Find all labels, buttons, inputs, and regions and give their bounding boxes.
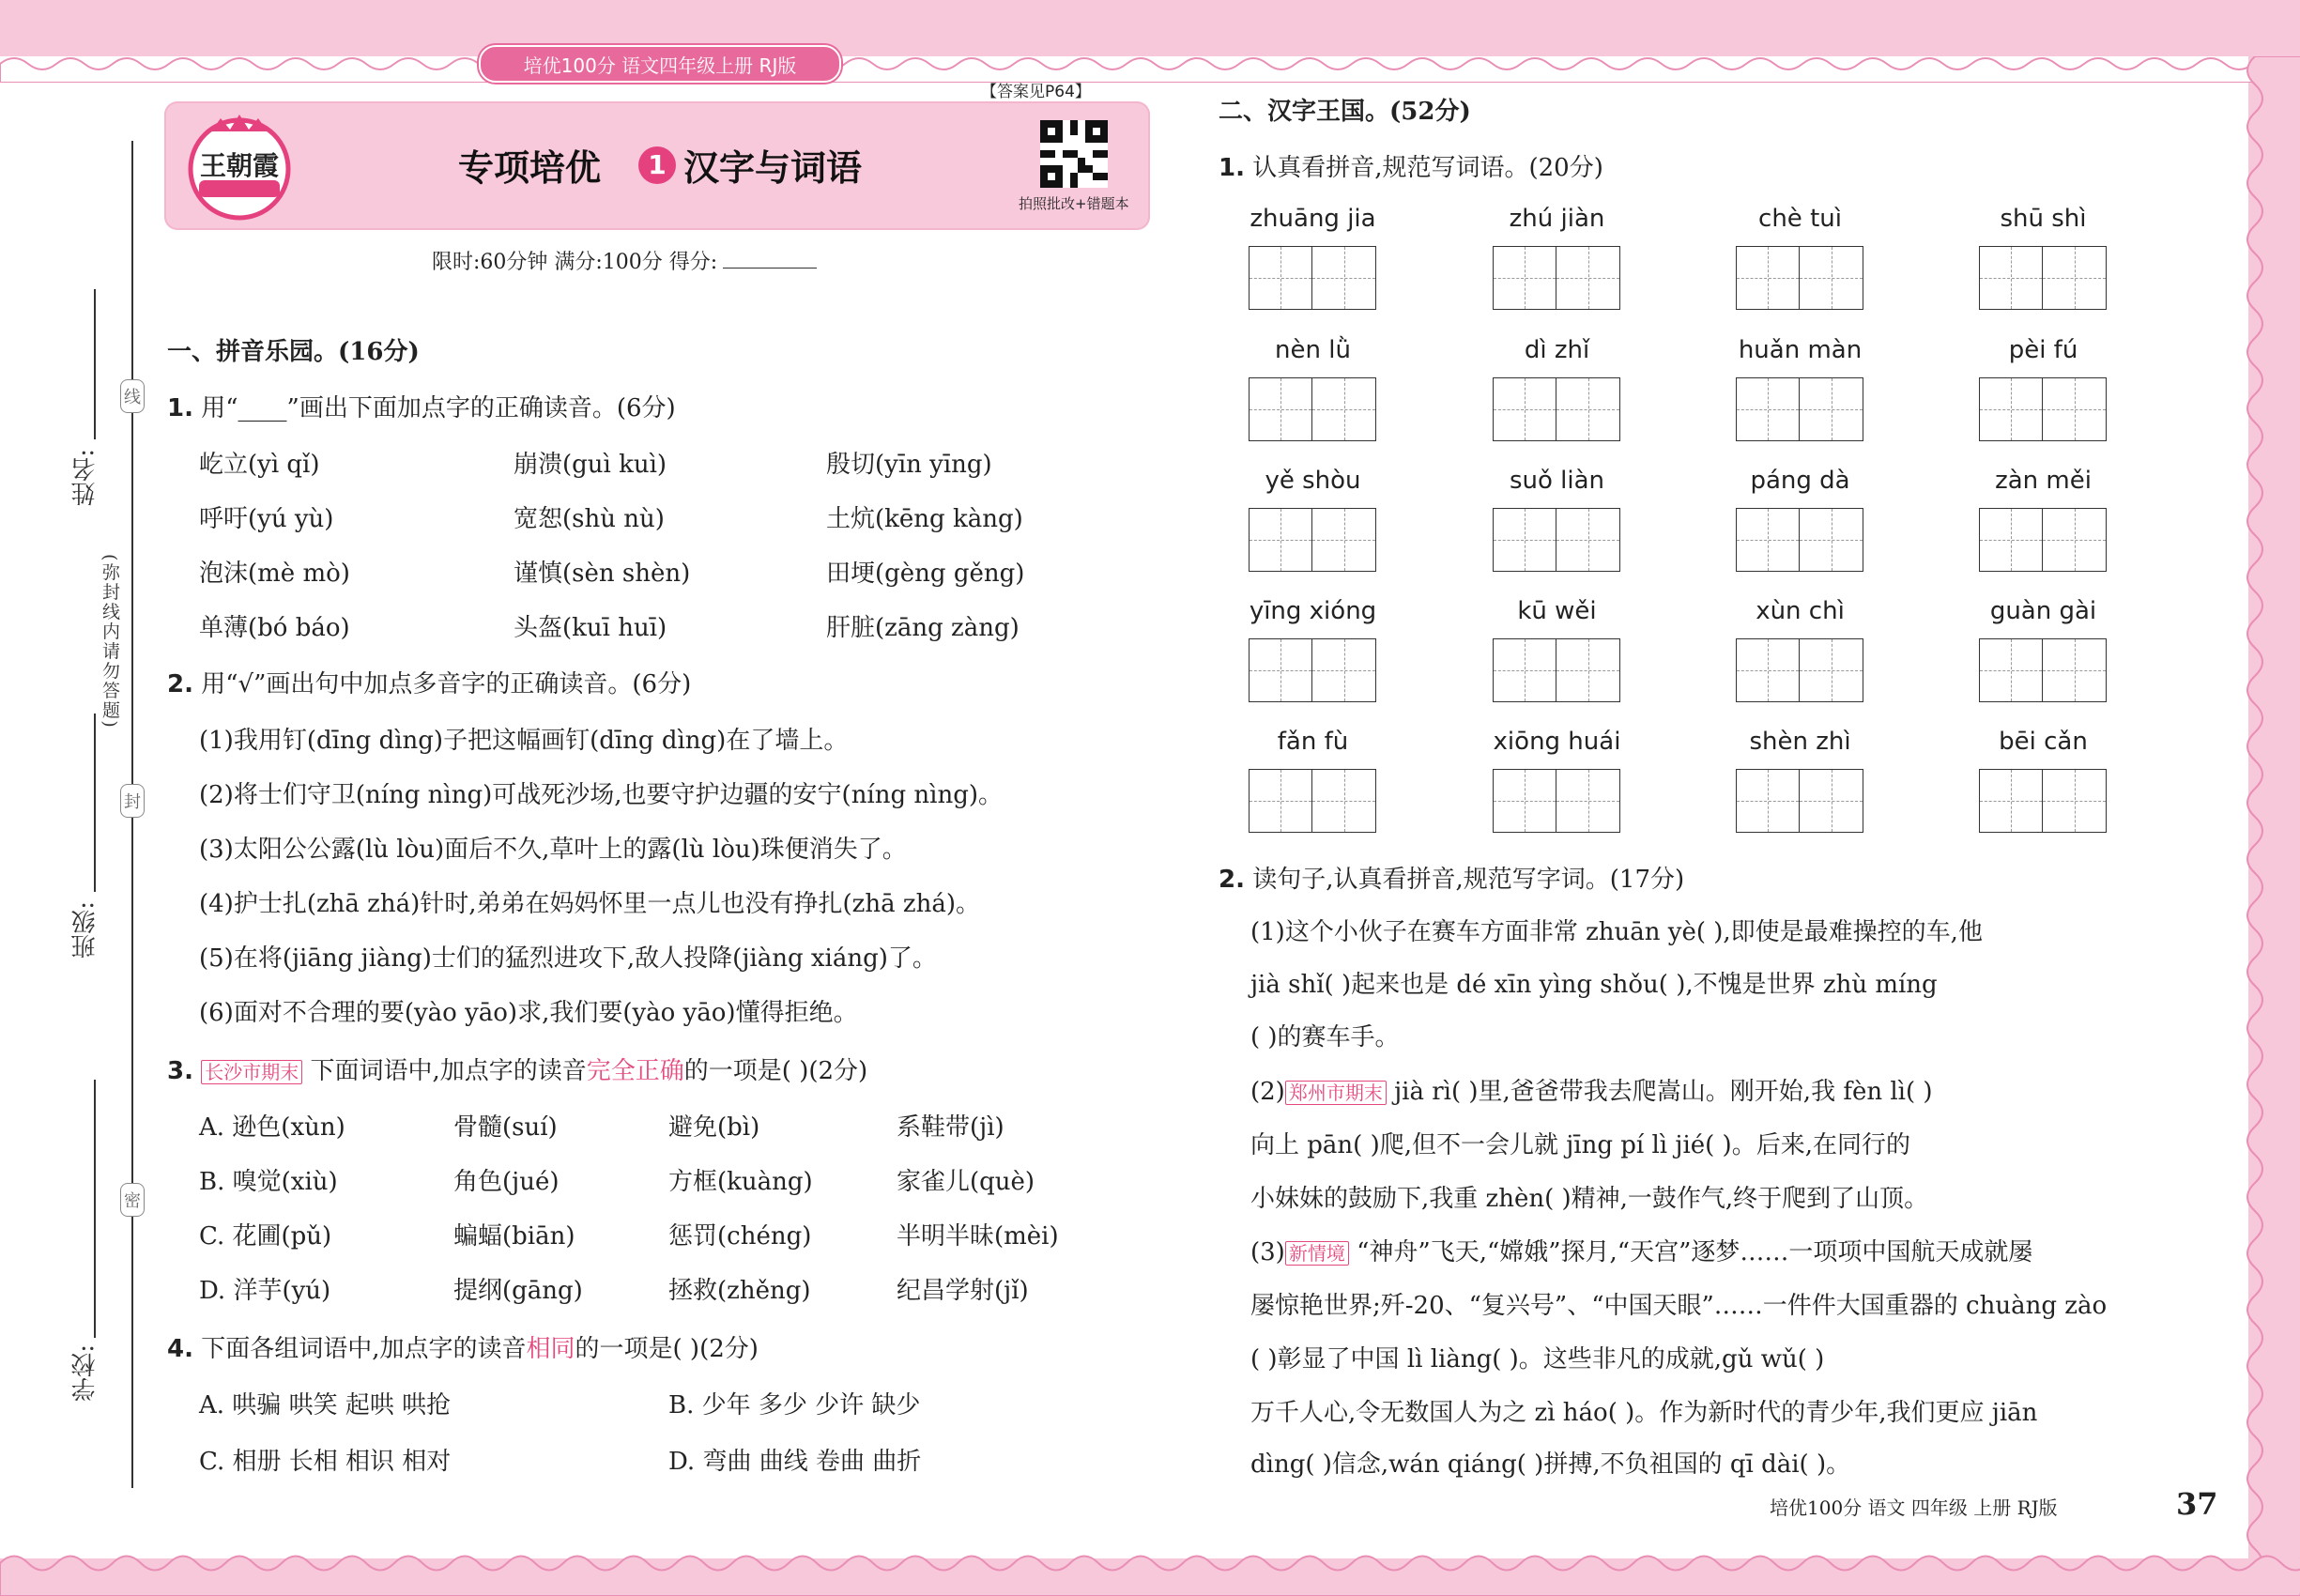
tianzige-cell[interactable] (1493, 377, 1556, 441)
tianzige-cell[interactable] (1249, 377, 1312, 441)
exam-limits (432, 246, 817, 275)
grid-pinyin: zhuāng jia (1250, 205, 1376, 233)
logo-text: 王朝霞 (199, 150, 280, 181)
score-field[interactable] (723, 268, 817, 269)
school-field[interactable] (94, 1080, 96, 1338)
s1-q3-text-pink: 完全正确 (586, 1057, 684, 1085)
s1q3-r0c3: 系鞋带(jì) (897, 1113, 1004, 1142)
s1q3-r3c2: 拯救(zhěng) (668, 1277, 811, 1305)
s1q3-r1c0[interactable]: B. 嗅觉(xiù) (199, 1168, 338, 1196)
tianzige-pair[interactable] (1736, 508, 1863, 572)
tianzige-pair[interactable] (1249, 246, 1376, 310)
s1-q4 (167, 1335, 759, 1363)
school-label: 学校: (71, 1344, 100, 1402)
tianzige-cell[interactable] (1556, 769, 1620, 833)
section-2-title: 二、汉字王国。(52分) (1219, 98, 1471, 126)
tianzige-cell[interactable] (2043, 377, 2107, 441)
tianzige-cell[interactable] (1979, 638, 2043, 702)
tianzige-cell[interactable] (1493, 246, 1556, 310)
grid-pinyin: zhú jiàn (1509, 205, 1605, 233)
s2-q2-num: 2. (1219, 866, 1245, 894)
s1q1-r3c1[interactable]: 头盔(kuī huī) (514, 614, 667, 642)
tianzige-cell[interactable] (1312, 246, 1376, 310)
title-prefix: 专项培优 (458, 147, 602, 189)
tianzige-pair[interactable] (1493, 769, 1620, 833)
s1q3-r2c3: 半明半昧(mèi) (897, 1222, 1059, 1251)
s1-q3-text-a: 下面词语中,加点字的读音 (310, 1057, 587, 1085)
s1q2-item-1[interactable]: (1)我用钉(dīng dìng)子把这幅画钉(dīng dìng)在了墙上。 (199, 727, 849, 755)
tianzige-cell[interactable] (1736, 638, 1800, 702)
s1-q3-tag: 长沙市期末 (201, 1060, 302, 1084)
tianzige-pair[interactable] (1249, 638, 1376, 702)
s1q2-item-2[interactable]: (2)将士们守卫(níng nìng)可战死沙场,也要守护边疆的安宁(níng nìng)。 (199, 781, 1003, 809)
tianzige-cell[interactable] (1736, 377, 1800, 441)
s1q3-r2c1: 蝙蝠(biān) (453, 1222, 575, 1251)
s1q4-option-c[interactable]: C. 相册 长相 相识 相对 (199, 1448, 452, 1476)
tianzige-cell[interactable] (1979, 377, 2043, 441)
tianzige-cell[interactable] (1249, 246, 1312, 310)
tianzige-cell[interactable] (1800, 508, 1863, 572)
s1-q1 (167, 394, 676, 422)
s2q2-p2-tag: 郑州市期末 (1285, 1081, 1387, 1105)
s1q1-r1c2[interactable]: 土炕(kēng kàng) (826, 505, 1023, 533)
s1-q4-text-a: 下面各组词语中,加点字的读音 (201, 1335, 527, 1363)
grid-pinyin: zàn měi (1995, 467, 2092, 495)
grid-pinyin: dì zhǐ (1524, 336, 1590, 364)
tianzige-cell[interactable] (1800, 377, 1863, 441)
grid-pinyin: yīng xióng (1249, 597, 1377, 625)
tianzige-cell[interactable] (1736, 246, 1800, 310)
s1q4-option-b[interactable]: B. 少年 多少 少许 缺少 (668, 1391, 921, 1420)
s1-q4-text-pink: 相同 (526, 1335, 575, 1363)
grid-pinyin: chè tuì (1758, 205, 1842, 233)
grid-pinyin: pèi fú (2008, 336, 2078, 364)
tianzige-pair[interactable] (1979, 638, 2107, 702)
tianzige-cell[interactable] (1800, 638, 1863, 702)
tianzige-pair[interactable] (1979, 246, 2107, 310)
grid-pinyin: xiōng huái (1493, 728, 1621, 756)
s2q2-p3-text: “神舟”飞天,“嫦娥”探月,“天宫”逐梦……一项项中国航天成就屡 (1348, 1238, 2033, 1266)
s1q1-r0c0[interactable]: 屹立(yì qǐ) (199, 451, 320, 479)
class-field[interactable] (94, 714, 96, 892)
tianzige-pair[interactable] (1979, 508, 2107, 572)
tianzige-pair[interactable] (1249, 377, 1376, 441)
grid-pinyin: huǎn màn (1738, 336, 1863, 364)
s1q3-r2c0[interactable]: C. 花圃(pǔ) (199, 1222, 332, 1251)
grid-pinyin: guàn gài (1989, 597, 2097, 625)
s1q1-r2c1[interactable]: 谨慎(sèn shèn) (514, 560, 691, 588)
s1q2-item-3[interactable]: (3)太阳公公露(lù lòu)面后不久,草叶上的露(lù lòu)珠便消失了。 (199, 836, 907, 864)
section-1-title: 一、拼音乐园。(16分) (167, 338, 420, 366)
seal-mi: 密 (120, 1183, 145, 1217)
title-number: 1 (638, 146, 676, 184)
tianzige-pair[interactable] (1736, 377, 1863, 441)
s2q2-p1-line3[interactable]: ( )的赛车手。 (1250, 1023, 1400, 1051)
seal-xian: 线 (120, 379, 145, 413)
grid-pinyin: kū wěi (1517, 597, 1597, 625)
tianzige-cell[interactable] (1556, 246, 1620, 310)
s2q2-p3-tag: 新情境 (1285, 1241, 1349, 1266)
tianzige-cell[interactable] (1312, 377, 1376, 441)
s1q2-item-4[interactable]: (4)护士扎(zhā zhá)针时,弟弟在妈妈怀里一点儿也没有挣扎(zhā zhá)。 (199, 890, 980, 918)
s1q3-r3c1: 提纲(gāng) (453, 1277, 583, 1305)
page-title (458, 139, 862, 191)
s2q2-p3-line4[interactable]: 万千人心,令无数国人为之 zì háo( )。作为新时代的青少年,我们更应 jiān (1250, 1399, 2038, 1427)
s1q4-option-a[interactable]: A. 哄骗 哄笑 起哄 哄抢 (199, 1391, 452, 1420)
answer-reference: 【答案见P64】 (981, 83, 1091, 101)
s1q2-item-6[interactable]: (6)面对不合理的要(yào yāo)求,我们要(yào yāo)懂得拒绝。 (199, 999, 858, 1027)
s1q3-r0c1: 骨髓(suí) (453, 1113, 558, 1142)
s1-q3-num: 3. (167, 1057, 193, 1085)
seal-feng: 封 (120, 784, 145, 818)
s1q1-r2c2[interactable]: 田埂(gèng gěng) (826, 560, 1025, 588)
s1-q2 (167, 670, 691, 698)
grid-pinyin: fǎn fù (1277, 728, 1349, 756)
tianzige-pair[interactable] (1736, 769, 1863, 833)
footer-info: 培优100分 语文 四年级 上册 RJ版 (1770, 1496, 2058, 1519)
s1-q1-text: 用“____”画出下面加点字的正确读音。(6分) (201, 394, 676, 422)
tianzige-cell[interactable] (1556, 638, 1620, 702)
s2q2-p3-line2[interactable]: 屡惊艳世界;歼-20、“复兴号”、“中国天眼”……一件件大国重器的 chuàng zào (1250, 1292, 2108, 1320)
tianzige-cell[interactable] (1736, 769, 1800, 833)
s2q2-p3-line1[interactable] (1250, 1238, 2032, 1267)
tianzige-cell[interactable] (1312, 508, 1376, 572)
right-wave-border (2227, 56, 2300, 1558)
tianzige-pair[interactable] (1736, 246, 1863, 310)
s1q3-r1c2: 方框(kuàng) (668, 1168, 813, 1196)
bottom-wave-border (0, 1540, 2300, 1596)
s1q4-option-d[interactable]: D. 弯曲 曲线 卷曲 曲折 (668, 1448, 922, 1476)
tianzige-cell[interactable] (1312, 638, 1376, 702)
tianzige-pair[interactable] (1493, 377, 1620, 441)
s1q1-r1c1[interactable]: 宽恕(shù nù) (514, 505, 665, 533)
tianzige-pair[interactable] (1979, 377, 2107, 441)
tianzige-cell[interactable] (1249, 508, 1312, 572)
s2-q1-num: 1. (1219, 154, 1245, 182)
s1q3-r0c2: 避免(bì) (668, 1113, 760, 1142)
s2q2-p3-line5[interactable]: dìng( )信念,wán qiáng( )拼搏,不负祖国的 qī dài( )。 (1250, 1450, 1851, 1479)
tianzige-pair[interactable] (1493, 246, 1620, 310)
s2-q2 (1219, 866, 1684, 894)
s1q3-r3c3: 纪昌学射(jǐ) (897, 1277, 1029, 1305)
s1q2-item-5[interactable]: (5)在将(jiāng jiàng)士们的猛烈进攻下,敌人投降(jiàng xiáng)了。 (199, 944, 937, 973)
s2q2-p2-line2[interactable]: 向上 pān( )爬,但不一会儿就 jīng pí lì jié( )。后来,在同行的 (1250, 1131, 1910, 1159)
name-label: 姓名: (71, 449, 100, 506)
tianzige-cell[interactable] (1556, 508, 1620, 572)
tianzige-cell[interactable] (1493, 508, 1556, 572)
grid-pinyin: páng dà (1750, 467, 1850, 495)
tianzige-pair[interactable] (1736, 638, 1863, 702)
tianzige-cell[interactable] (1493, 769, 1556, 833)
s1-q1-num: 1. (167, 394, 193, 422)
s2-q1 (1219, 154, 1603, 182)
tianzige-cell[interactable] (2043, 246, 2107, 310)
class-label: 班级: (71, 901, 100, 959)
tianzige-pair[interactable] (1493, 638, 1620, 702)
grid-pinyin: bēi cǎn (1999, 728, 2088, 756)
seal-note: (弥封线内请勿答题) (100, 554, 120, 729)
s2q2-p2-num: (2) (1250, 1078, 1285, 1106)
s1-q4-num: 4. (167, 1335, 193, 1363)
grid-pinyin: shū shì (2000, 205, 2087, 233)
grid-pinyin: nèn lǜ (1275, 336, 1351, 364)
tianzige-cell[interactable] (1800, 769, 1863, 833)
s1q3-r1c1: 角色(jué) (453, 1168, 560, 1196)
grid-pinyin: xùn chì (1756, 597, 1845, 625)
tianzige-cell[interactable] (2043, 638, 2107, 702)
top-wave-border (0, 45, 2300, 83)
tianzige-cell[interactable] (2043, 769, 2107, 833)
tianzige-cell[interactable] (1312, 769, 1376, 833)
s1q3-r1c3: 家雀儿(què) (897, 1168, 1035, 1196)
s2q2-p2-line3[interactable]: 小妹妹的鼓励下,我重 zhèn( )精神,一鼓作气,终于爬到了山顶。 (1250, 1185, 1929, 1213)
tianzige-cell[interactable] (1979, 508, 2043, 572)
s1-q4-text-b: 的一项是( )(2分) (575, 1335, 759, 1363)
tianzige-cell[interactable] (1249, 638, 1312, 702)
s1-q3-text-b: 的一项是( )(2分) (683, 1057, 868, 1085)
s2q2-p1-line2[interactable]: jià shǐ( )起来也是 dé xīn yìng shǒu( ),不愧是世界 zhù míng (1250, 971, 1938, 999)
s1-q2-num: 2. (167, 670, 193, 698)
tianzige-pair[interactable] (1493, 508, 1620, 572)
s2q2-p2-line1[interactable] (1250, 1078, 1933, 1107)
qr-code-icon[interactable] (1040, 120, 1108, 188)
grid-pinyin: yě shòu (1265, 467, 1361, 495)
limits-text: 限时:60分钟 满分:100分 得分: (432, 251, 718, 274)
s1q1-r3c2[interactable]: 肝脏(zāng zàng) (826, 614, 1020, 642)
s1q1-r3c0[interactable]: 单薄(bó báo) (199, 614, 350, 642)
tianzige-cell[interactable] (2043, 508, 2107, 572)
brand-logo (178, 111, 300, 222)
s1q1-r1c0[interactable]: 呼吁(yú yù) (199, 505, 334, 533)
s1q3-r0c0[interactable]: A. 逊色(xùn) (199, 1113, 345, 1142)
tianzige-cell[interactable] (1800, 246, 1863, 310)
s2q2-p3-line3[interactable]: ( )彰显了中国 lì liàng( )。这些非凡的成就,gǔ wǔ( ) (1250, 1345, 1825, 1373)
s2q2-p2-text: jià rì( )里,爸爸带我去爬嵩山。刚开始,我 fèn lì( ) (1386, 1078, 1933, 1106)
s1q1-r0c1[interactable]: 崩溃(guì kuì) (514, 451, 667, 479)
tianzige-pair[interactable] (1249, 769, 1376, 833)
s2-q1-text: 认真看拼音,规范写词语。(20分) (1252, 154, 1603, 182)
s2-q2-text: 读句子,认真看拼音,规范写字词。(17分) (1252, 866, 1685, 894)
s1-q2-text: 用“√”画出句中加点多音字的正确读音。(6分) (201, 670, 692, 698)
s1q3-r3c0[interactable]: D. 洋芋(yú) (199, 1277, 331, 1305)
s2q2-p3-num: (3) (1250, 1238, 1285, 1266)
name-field[interactable] (94, 289, 96, 439)
tianzige-cell[interactable] (1736, 508, 1800, 572)
s1q1-r0c2[interactable]: 殷切(yīn yīng) (826, 451, 992, 479)
tianzige-cell[interactable] (1979, 769, 2043, 833)
s1q1-r2c0[interactable]: 泡沫(mè mò) (199, 560, 350, 588)
s1q3-r2c2: 惩罚(chéng) (668, 1222, 812, 1251)
tianzige-pair[interactable] (1979, 769, 2107, 833)
tianzige-cell[interactable] (1556, 377, 1620, 441)
tianzige-pair[interactable] (1249, 508, 1376, 572)
s2q2-p1-line1[interactable]: (1)这个小伙子在赛车方面非常 zhuān yè( ),即使是最难操控的车,他 (1250, 918, 1983, 946)
grid-pinyin: suǒ liàn (1509, 467, 1605, 495)
s1-q3 (167, 1057, 867, 1086)
tianzige-cell[interactable] (1979, 246, 2043, 310)
book-header-pill: 培优100分 语文四年级上册 RJ版 (479, 45, 841, 83)
title-name: 汉字与词语 (683, 147, 863, 189)
tianzige-cell[interactable] (1249, 769, 1312, 833)
page-number: 37 (2176, 1486, 2218, 1522)
tianzige-cell[interactable] (1493, 638, 1556, 702)
grid-pinyin: shèn zhì (1749, 728, 1851, 756)
qr-caption: 拍照批改+错题本 (1019, 195, 1129, 212)
